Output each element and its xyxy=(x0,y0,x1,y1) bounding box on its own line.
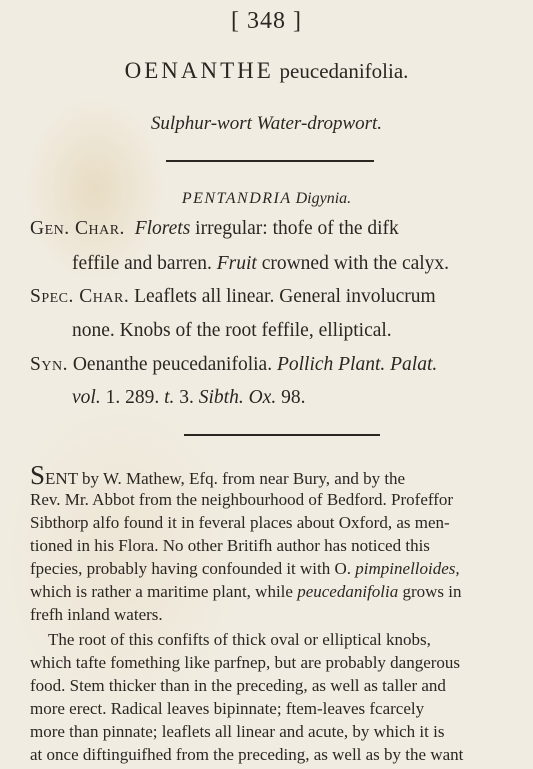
syn-label: Syn. xyxy=(30,354,68,375)
divider-rule-top xyxy=(166,160,374,162)
class-name: PENTANDRIA xyxy=(181,190,292,207)
para2-line-6: at once diftinguifhed from the preceding, as well as by the want xyxy=(30,745,464,764)
para1-line-5: fpecies, probably having confounded it with O. pimpinelloides, xyxy=(30,559,460,578)
para2-line-5: more than pinnate; leaflets all linear and acute, by which it is xyxy=(30,722,445,741)
divider-rule-bottom xyxy=(184,434,380,436)
linnaean-classification xyxy=(0,190,533,208)
synonym-line-2: vol. 1. 289. t. 3. Sibth. Ox. 98. xyxy=(72,387,306,408)
genus-name: OENANTHE xyxy=(124,58,274,83)
para1-line-4: tioned in his Flora. No other Britifh author has noticed this xyxy=(30,536,430,555)
gen-char-line-2: feffile and barren. Fruit crowned with the calyx. xyxy=(72,253,450,274)
species-title xyxy=(0,58,533,84)
gen-char-label: Gen. Char. xyxy=(30,218,125,239)
para2-line-4: more erect. Radical leaves bipinnate; ftem-leaves fcarcely xyxy=(30,699,425,718)
common-name: Sulphur-wort Water-dropwort. xyxy=(150,113,383,134)
para2-line-3: food. Stem thicker than in the preceding, as well as taller and xyxy=(30,676,446,695)
synonym-line-1: Syn. Oenanthe peucedanifolia. Pollich Plant. Palat. xyxy=(30,354,438,375)
spec-char-line-1: Spec. Char. Leaflets all linear. General involucrum xyxy=(30,286,436,307)
spec-char-label: Spec. Char. xyxy=(30,286,130,307)
para2-line-1: The root of this confifts of thick oval or elliptical knobs, xyxy=(48,630,431,649)
spec-char-line-2: none. Knobs of the root feffile, elliptical. xyxy=(72,320,392,341)
para1-line-2: Rev. Mr. Abbot from the neighbourhood of Bedford. Profeffor xyxy=(30,490,454,509)
para1-line-3: Sibthorp alfo found it in feveral places about Oxford, as men- xyxy=(30,513,450,532)
drop-capital: S xyxy=(30,460,46,490)
para1-line-1: SENT by W. Mathew, Efq. from near Bury, and by the xyxy=(30,460,406,490)
order-name: Digynia. xyxy=(295,190,352,207)
page-number: [ 348 ] xyxy=(231,8,302,34)
para1-line-7: frefh inland waters. xyxy=(30,605,163,624)
gen-char-line-1: Gen. Char. Florets irregular: thofe of the difk xyxy=(30,218,399,239)
para2-line-2: which tafte fomething like parfnep, but are probably dangerous xyxy=(30,653,461,672)
species-epithet: peucedanifolia. xyxy=(279,59,409,83)
para1-line-6: which is rather a maritime plant, while peucedanifolia grows in xyxy=(30,582,462,601)
